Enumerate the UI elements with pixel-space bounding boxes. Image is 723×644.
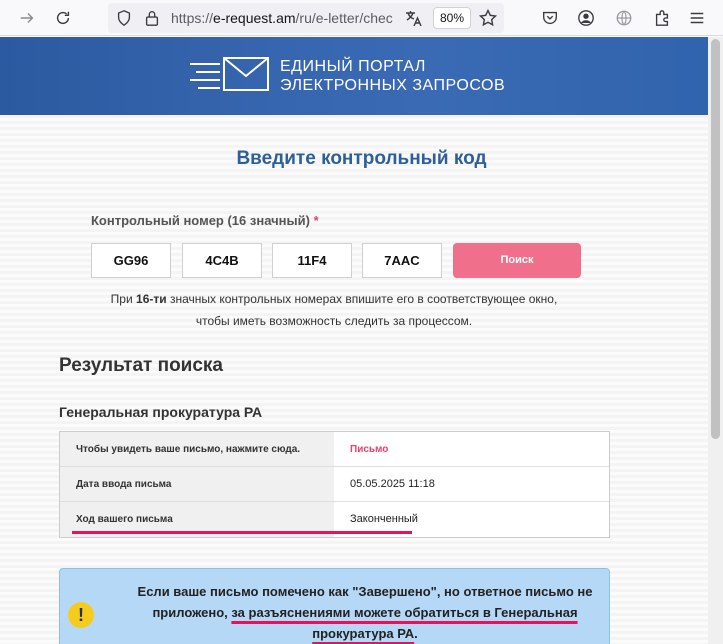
row-value: 05.05.2025 11:18	[350, 478, 435, 490]
hint-line1	[60, 288, 608, 310]
search-button[interactable]: Поиск	[453, 243, 581, 278]
logo-line1: ЕДИНЫЙ ПОРТАЛ	[280, 58, 426, 75]
notice-text-start: Если ваше письмо помечено как "Завершено", но ответное письмо не приложено,	[137, 584, 593, 620]
required-mark: *	[313, 213, 319, 228]
scrollbar-thumb[interactable]	[711, 39, 720, 439]
notice-text	[130, 581, 600, 644]
pocket-icon[interactable]	[537, 5, 563, 31]
code-input-1[interactable]: GG96	[91, 243, 171, 278]
notice-text-end: .	[414, 626, 418, 641]
table-row	[60, 432, 609, 467]
zoom-level[interactable]: 80%	[433, 7, 471, 29]
forward-icon[interactable]	[14, 5, 40, 31]
code-hint	[60, 288, 608, 332]
envelope-logo-icon[interactable]	[190, 56, 272, 94]
translate-icon[interactable]	[403, 8, 423, 28]
code-label	[91, 213, 319, 228]
exclamation-icon: !	[68, 602, 94, 628]
table-row	[60, 467, 609, 502]
site-logo-text[interactable]	[280, 57, 505, 95]
url-text[interactable]	[171, 10, 401, 26]
hint-bold: 16-ти	[136, 292, 167, 306]
row-key: Чтобы увидеть ваше письмо, нажмите сюда.	[60, 432, 334, 466]
code-input-3[interactable]: 11F4	[272, 243, 352, 278]
url-prefix: https://	[171, 10, 214, 26]
reload-icon[interactable]	[50, 5, 76, 31]
shield-icon[interactable]	[115, 9, 133, 27]
logo-line2: ЭЛЕКТРОННЫХ ЗАПРОСОВ	[280, 77, 506, 94]
hint-line2: чтобы иметь возможность следить за процессом.	[195, 314, 473, 328]
site-header	[0, 37, 708, 115]
page-title: Введите контрольный код	[236, 148, 487, 169]
extensions-icon[interactable]	[649, 5, 675, 31]
url-bar[interactable]	[108, 3, 504, 33]
browser-toolbar	[0, 0, 723, 36]
row-value: Законченный	[350, 513, 418, 525]
status-underline-annotation	[72, 531, 412, 534]
code-input-4[interactable]: 7AAC	[362, 243, 442, 278]
hint-pre: При	[110, 292, 137, 306]
menu-icon[interactable]	[684, 5, 710, 31]
letter-link[interactable]: Письмо	[350, 444, 389, 455]
hint-post: значных контрольных номерах впишите его в соответствующее окно,	[166, 292, 558, 306]
result-title: Результат поиска	[59, 355, 223, 376]
code-input-2[interactable]: 4C4B	[182, 243, 262, 278]
notice-highlight: за разъяснениями можете обратиться в Генеральная прокуратура РА	[231, 605, 578, 641]
row-key: Дата ввода письма	[60, 467, 334, 501]
scrollbar[interactable]	[708, 37, 723, 644]
result-table	[59, 431, 610, 538]
url-host: e-request.am	[213, 10, 296, 26]
vpn-globe-icon[interactable]	[611, 5, 637, 31]
organization-title: Генеральная прокуратура РА	[59, 404, 263, 420]
url-path: /ru/e-letter/chec	[295, 10, 393, 26]
notice-box	[59, 568, 610, 644]
page-content	[0, 37, 708, 644]
code-label-text: Контрольный номер (16 значный)	[91, 213, 310, 228]
account-icon[interactable]	[573, 5, 599, 31]
lock-icon[interactable]	[143, 9, 161, 27]
row-key: Ход вашего письма	[60, 502, 334, 537]
bookmark-star-icon[interactable]	[478, 8, 498, 28]
